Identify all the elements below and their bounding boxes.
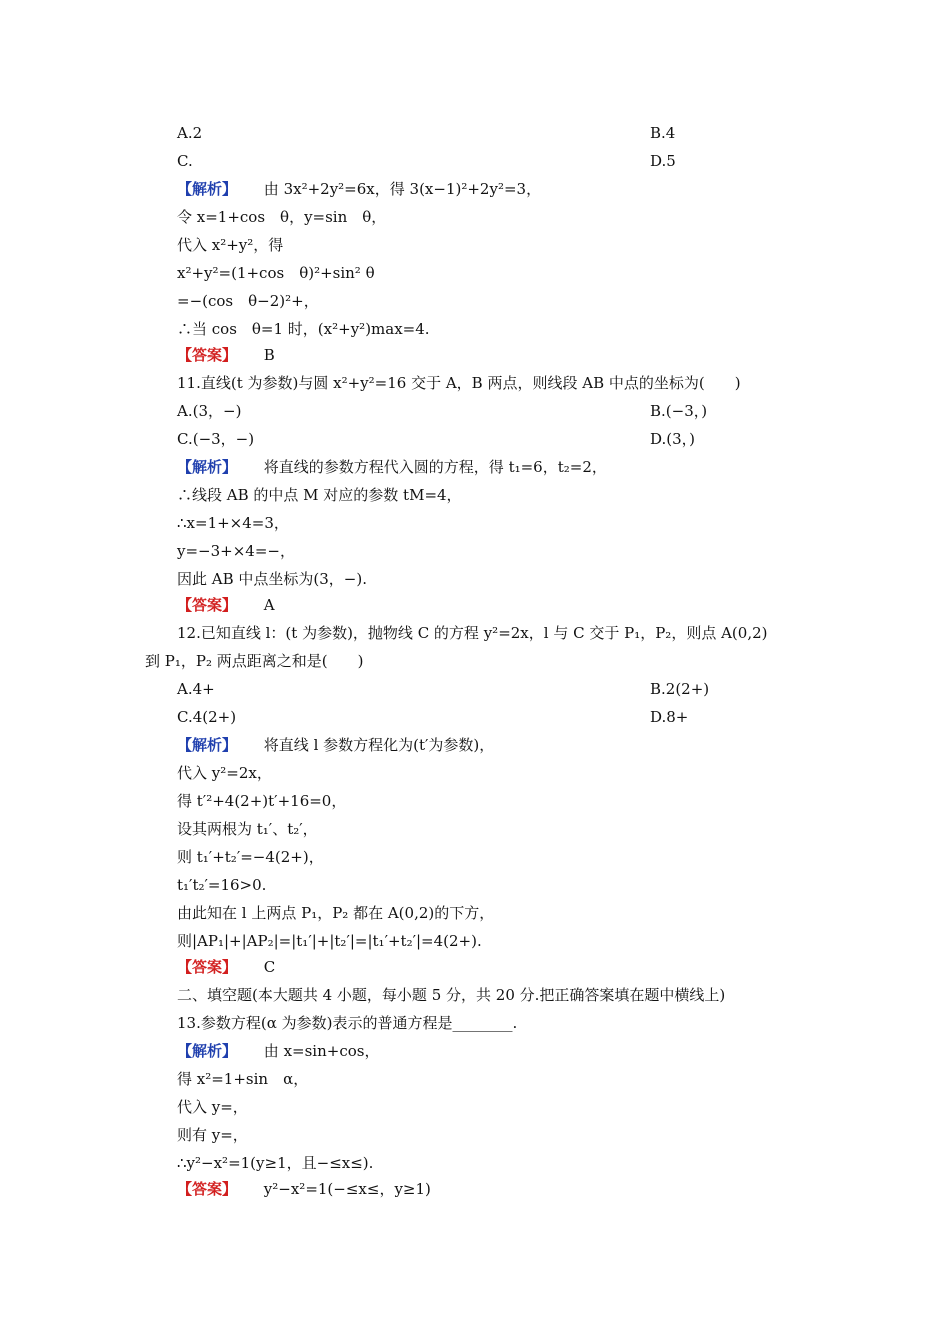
q11-solution-line-1 [177, 456, 607, 478]
q13-solution-line-4: 则有 y=， [177, 1126, 248, 1144]
q11-option-b: B.(−3，) [650, 402, 708, 420]
q10-solution-line-2: 令 x=1+cos θ，y=sin θ， [177, 208, 387, 226]
q10-solution-line-1 [177, 178, 541, 200]
q12-option-a: A.4+ [177, 680, 215, 698]
q11-options-row-2 [177, 428, 777, 450]
q11-solution-line-5: 因此 AB 中点坐标为(3，−). [177, 570, 367, 588]
q10-solution-line-3: 代入 x²+y²，得 [177, 236, 284, 254]
q12-solution-line-5: 则 t₁′+t₂′=−4(2+)， [177, 848, 324, 866]
q13-solution-text: 由 x=sin+cos， [263, 1042, 380, 1060]
q11-solution-text: 将直线的参数方程代入圆的方程，得 t₁=6，t₂=2， [263, 458, 607, 476]
q12-solution-line-8: 则|AP₁|+|AP₂|=|t₁′|+|t₂′|=|t₁′+t₂′|=4(2+). [177, 932, 482, 950]
q13-answer-line [177, 1178, 431, 1200]
q10-option-c: C. [177, 152, 193, 170]
q11-option-c: C.(−3，−) [177, 430, 255, 448]
section-heading: 二、填空题(本大题共 4 小题，每小题 5 分，共 20 分.把正确答案填在题中横线上) [177, 986, 726, 1004]
q12-solution-line-6: t₁′t₂′=16>0. [177, 876, 267, 894]
q11-answer-line [177, 594, 275, 616]
q12-solution-line-7: 由此知在 l 上两点 P₁，P₂ 都在 A(0,2)的下方， [177, 904, 495, 922]
q11-options-row-1 [177, 400, 777, 422]
q10-solution-text: 由 3x²+2y²=6x，得 3(x−1)²+2y²=3， [263, 180, 542, 198]
q12-stem-line-1: 12.已知直线 l：(t 为参数)，抛物线 C 的方程 y²=2x，l 与 C 交于 P₁，P₂，则点 A(0,2) [177, 624, 768, 642]
q13-solution-line-2: 得 x²=1+sin α， [177, 1070, 309, 1088]
q10-option-a: A.2 [177, 124, 203, 142]
q13-solution-line-5: ∴y²−x²=1(y≥1，且−≤x≤). [177, 1154, 374, 1172]
q12-solution-line-2: 代入 y²=2x， [177, 764, 272, 782]
q12-option-d: D.8+ [650, 708, 689, 726]
q11-option-d: D.(3，) [650, 430, 696, 448]
q11-stem: 11.直线(t 为参数)与圆 x²+y²=16 交于 A，B 两点，则线段 AB 中点的坐标为( ) [177, 374, 741, 392]
q12-stem-line-2: 到 P₁，P₂ 两点距离之和是( ) [145, 652, 364, 670]
q12-answer: C [263, 958, 276, 976]
jiexi-tag: 【解析】 [177, 736, 238, 754]
q10-options-row-2 [177, 150, 777, 172]
q13-solution-line-3: 代入 y=， [177, 1098, 248, 1116]
q10-solution-line-4: x²+y²=(1+cos θ)²+sin² θ [177, 264, 375, 282]
q12-options-row-2 [177, 706, 777, 728]
q12-solution-text: 将直线 l 参数方程化为(t′为参数)， [263, 736, 495, 754]
jiexi-tag: 【解析】 [177, 180, 238, 198]
jiexi-tag: 【解析】 [177, 1042, 238, 1060]
q13-answer: y²−x²=1(−≤x≤，y≥1) [263, 1180, 431, 1198]
q13-stem: 13.参数方程(α 为参数)表示的普通方程是________. [177, 1014, 518, 1032]
q12-solution-line-1 [177, 734, 494, 756]
q10-option-b: B.4 [650, 124, 676, 142]
q12-solution-line-4: 设其两根为 t₁′、t₂′， [177, 820, 318, 838]
q11-solution-line-4: y=−3+×4=−， [177, 542, 295, 560]
q10-option-d: D.5 [650, 152, 676, 170]
q11-option-a: A.(3，−) [177, 402, 242, 420]
q12-option-c: C.4(2+) [177, 708, 237, 726]
q10-answer-line [177, 344, 275, 366]
q11-solution-line-3: ∴x=1+×4=3， [177, 514, 289, 532]
q12-options-row-1 [177, 678, 777, 700]
q10-solution-line-6: ∴当 cos θ=1 时，(x²+y²)max=4. [177, 320, 430, 338]
daan-tag: 【答案】 [177, 596, 238, 614]
q10-solution-line-5: =−(cos θ−2)²+， [177, 292, 319, 310]
q12-solution-line-3: 得 t′²+4(2+)t′+16=0， [177, 792, 347, 810]
jiexi-tag: 【解析】 [177, 458, 238, 476]
q10-answer: B [263, 346, 275, 364]
q11-solution-line-2: ∴线段 AB 的中点 M 对应的参数 tM=4， [177, 486, 462, 504]
q11-answer: A [263, 596, 275, 614]
daan-tag: 【答案】 [177, 958, 238, 976]
q12-option-b: B.2(2+) [650, 680, 710, 698]
daan-tag: 【答案】 [177, 1180, 238, 1198]
q10-options-row-1 [177, 122, 777, 144]
q13-solution-line-1 [177, 1040, 379, 1062]
daan-tag: 【答案】 [177, 346, 238, 364]
q12-answer-line [177, 956, 275, 978]
